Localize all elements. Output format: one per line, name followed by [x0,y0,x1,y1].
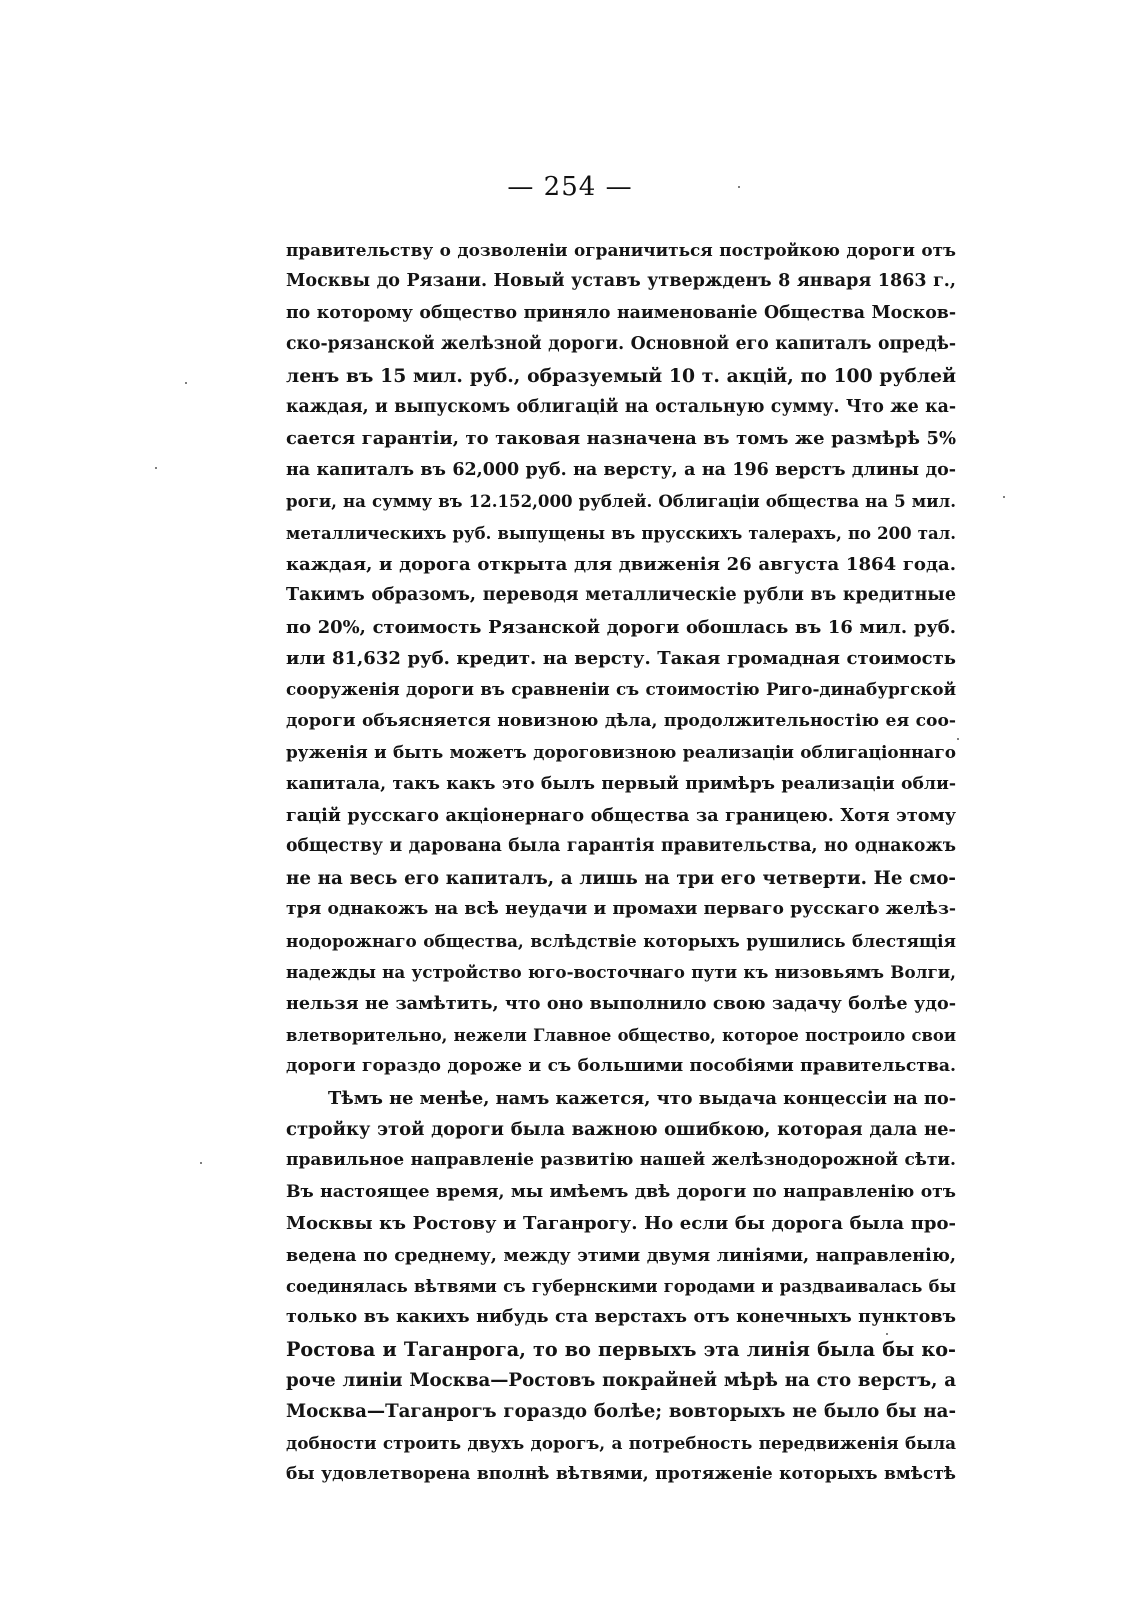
text-line: или 81,632 руб. кредит. на версту. Такая громадная стоимость [286,648,956,670]
text-line: правильное направленіе развитію нашей желѣзнодорожной сѣти. [286,1150,956,1171]
text-line: дороги объясняется новизною дѣла, продолжительностію ея соо- [286,710,956,731]
print-speck [155,467,157,469]
text-line: сооруженія дороги въ сравненіи съ стоимостію Риго-динабургской [286,679,956,700]
print-speck [957,738,959,740]
text-line: правительству о дозволеніи ограничиться постройкою дороги отъ [286,240,956,260]
text-line: ленъ въ 15 мил. руб., образуемый 10 т. акцій, по 100 рублей [286,364,956,387]
text-line: обществу и дарована была гарантія правительства, но однакожъ [286,836,956,857]
text-line: бы удовлетворена вполнѣ вѣтвями, протяженіе которыхъ вмѣстѣ [286,1464,956,1485]
text-line: капитала, такъ какъ это былъ первый примѣръ реализаціи обли- [286,773,956,794]
paragraph [286,235,956,1083]
text-line: стройку этой дороги была важною ошибкою, которая дала не- [286,1118,956,1140]
paragraph [286,1083,956,1491]
text-line: Москвы къ Ростову и Таганрогу. Но если бы дорога была про- [286,1213,956,1235]
text-line: нельзя не замѣтить, что оно выполнило свою задачу болѣе удо- [286,993,956,1015]
text-line: гацій русскаго акціонернаго общества за границею. Хотя этому [286,805,956,827]
print-speck [738,186,740,188]
page-number: — 254 — [507,172,633,202]
text-line: Москвы до Рязани. Новый уставъ утвержденъ 8 января 1863 г., [286,271,956,292]
text-line: надежды на устройство юго-восточнаго пути къ низовьямъ Волги, [286,961,956,982]
text-line: влетворительно, нежели Главное общество, которое построило свои [286,1025,956,1045]
text-line: сается гарантіи, то таковая назначена въ томъ же размѣрѣ 5% [286,428,956,450]
text-line: роче линіи Москва—Ростовъ покрайней мѣрѣ на сто верстъ, а [286,1370,956,1392]
text-line: по которому общество приняло наименованіе Общества Москов- [286,302,956,323]
text-line: металлическихъ руб. выпущены въ прусскихъ талерахъ, по 200 тал. [286,523,956,543]
text-line: каждая, и дорога открыта для движенія 26 августа 1864 года. [286,553,956,575]
text-line: Москва—Таганрогъ гораздо болѣе; вовторыхъ не было бы на- [286,1401,956,1423]
text-line: каждая, и выпускомъ облигацій на остальную сумму. Что же ка- [286,396,956,417]
text-line: Въ настоящее время, мы имѣемъ двѣ дороги по направленію отъ [286,1181,956,1202]
text-line: тря однакожъ на всѣ неудачи и промахи перваго русскаго желѣз- [286,899,956,920]
text-line: Такимъ образомъ, переводя металлическіе рубли въ кредитные [286,585,956,606]
text-line: дороги гораздо дороже и съ большими пособіями правительства. [286,1056,956,1077]
text-line: только въ какихъ нибудь ста верстахъ отъ конечныхъ пунктовъ [286,1307,956,1328]
print-speck [200,1162,202,1164]
text-line: Ростова и Таганрога, то во первыхъ эта линія была бы ко- [286,1337,956,1361]
text-line: Тѣмъ не менѣе, намъ кажется, что выдача концессіи на по- [328,1087,957,1109]
text-line: добности строить двухъ дорогъ, а потребность передвиженія была [286,1432,956,1453]
text-line: соединялась вѣтвями съ губернскими городами и раздваивалась бы [286,1276,956,1296]
text-line: на капиталъ въ 62,000 руб. на версту, а на 196 верстъ длины до- [286,459,956,480]
print-speck [185,382,187,384]
print-speck [1003,496,1005,498]
text-line: ведена по среднему, между этими двумя линіями, направленію, [286,1244,956,1266]
text-line: роги, на сумму въ 12.152,000 рублей. Облигаціи общества на 5 мил. [286,491,956,512]
text-line: ско-рязанской желѣзной дороги. Основной его капиталъ опредѣ- [286,334,956,355]
print-speck [886,1333,888,1335]
text-line: нодорожнаго общества, вслѣдствіе которыхъ рушились блестящія [286,930,956,951]
body-text [286,235,956,1491]
text-line: руженія и быть можетъ дороговизною реализаціи облигаціоннаго [286,742,956,763]
text-line: не на весь его капиталъ, а лишь на три его четверти. Не смо- [286,867,956,889]
text-line: по 20%, стоимость Рязанской дороги обошлась въ 16 мил. руб. [286,616,956,638]
